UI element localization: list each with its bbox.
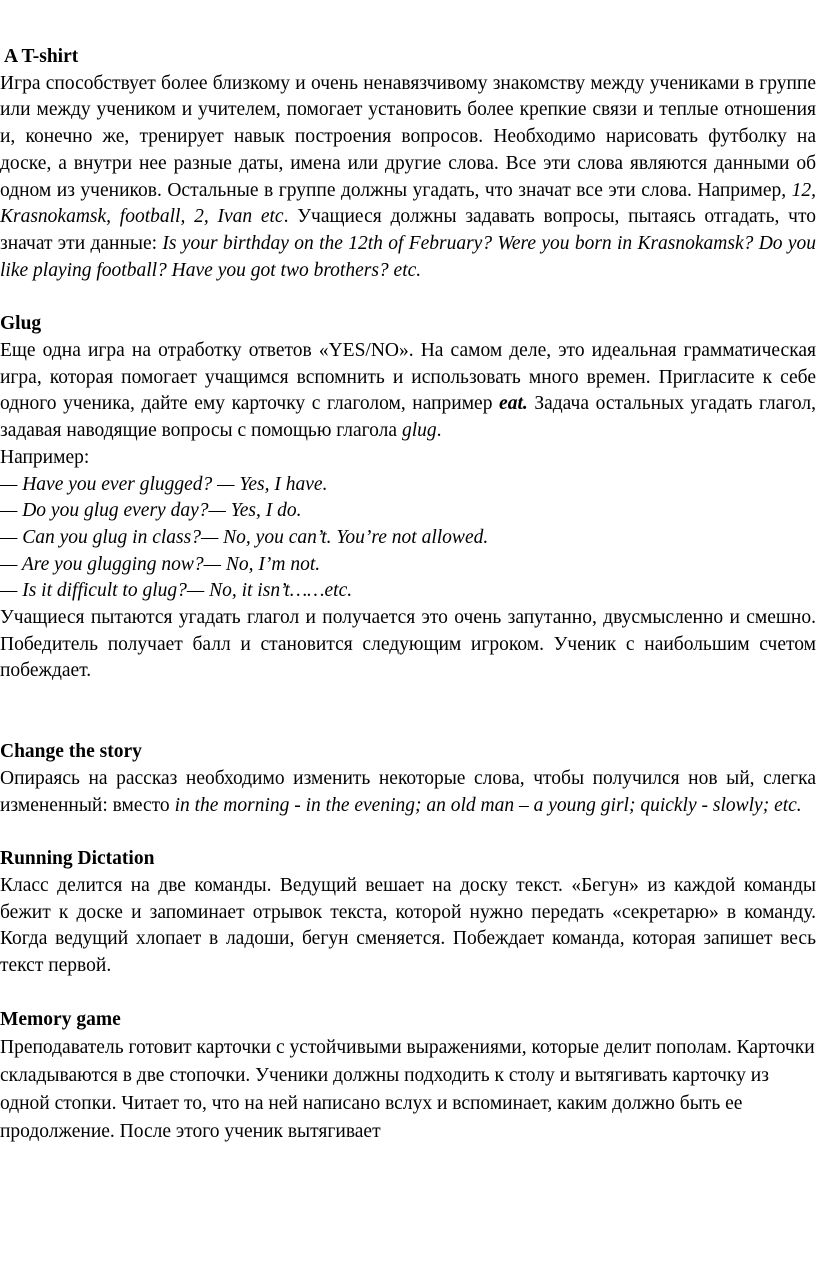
- section-title-running-dictation: Running Dictation: [0, 848, 155, 870]
- glug-verb: eat.: [499, 393, 528, 415]
- change-story-example: in the morning - in the evening; an old man – a young girl; quickly - slowly; etc.: [174, 794, 802, 816]
- glug-example-line: — Is it difficult to glug?— No, it isn’t……etc.: [0, 580, 353, 602]
- glug-example-label: Например:: [0, 446, 90, 468]
- glug-text-1: Еще одна игра на отработку ответов «YES/NO». На самом деле, это идеальная грамматическая игра, которая помогает учащимся вспомнить и использовать много времен. Пригласите к себе одного ученика, дайте ему карточку с глаголом, например: [0, 340, 816, 415]
- glug-example-line: — Do you glug every day?— Yes, I do.: [0, 500, 302, 522]
- glug-conclusion: Учащиеся пытаются угадать глагол и получается это очень запутанно, двусмысленно и смешно. Победитель получает балл и становится следующим игроком. Ученик с наибольшим счетом побеждает.: [0, 607, 816, 682]
- section-running-dictation: [0, 846, 816, 980]
- section-title-memory-game: Memory game: [0, 1008, 121, 1030]
- document-page: [0, 44, 816, 1146]
- running-dictation-paragraph: Класс делится на две команды. Ведущий вешает на доску текст. «Бегун» из каждой команды бежит к доске и запоминает отрывок текста, которой нужно передать «секретарю» в команду. Когда ведущий хлопает в ладоши, бегун сменяется. Побеждает команда, которая запишет весь текст первой.: [0, 874, 816, 977]
- glug-text-2: Задача остальных угадать глагол, задавая наводящие вопросы с помощью глагола: [0, 393, 816, 442]
- section-glug: [0, 311, 816, 685]
- section-title-glug: Glug: [0, 313, 42, 335]
- section-title-tshirt: A T-shirt: [4, 46, 79, 67]
- tshirt-text-1: Игра способствует более близкому и очень ненавязчивому знакомству между учениками в группе или между учеником и учителем, помогает установить более крепкие связи и теплые отношения и, конечно же, тренирует навык построения вопросов. Необходимо нарисовать футболку на доске, а внутри нее разные даты, имена или другие слова. Все эти слова являются данными об одном из учеников. Остальные в группе должны угадать, что значат все эти слова. Например,: [0, 72, 816, 201]
- section-memory-game: [0, 1007, 816, 1146]
- memory-game-paragraph: Преподаватель готовит карточки с устойчивыми выражениями, которые делит пополам. Карточки складываются в две стопочки. Ученики должны подходить к столу и вытягивать карточку из одной стопки. Читает то, что на ней написано вслух и вспоминает, каким должно быть ее продолжение. После этого ученик вытягивает: [0, 1036, 815, 1142]
- section-tshirt: [0, 44, 816, 284]
- glug-word: glug: [401, 420, 437, 442]
- section-title-change-story: Change the story: [0, 741, 142, 763]
- tshirt-example-questions: Is your birthday on the 12th of February? Were you born in Krasnokamsk? Do you like playing football? Have you got two brothers? etc.: [0, 232, 816, 281]
- glug-example-line: — Can you glug in class?— No, you can’t. You’re not allowed.: [0, 526, 489, 548]
- change-story-text: Опираясь на рассказ необходимо изменить некоторые слова, чтобы получился нов ый, слегка измененный: вместо: [0, 767, 816, 816]
- glug-example-line: — Have you ever glugged? — Yes, I have.: [0, 473, 328, 495]
- tshirt-example-words: 12, Krasnokamsk, football, 2, Ivan etc: [0, 179, 816, 228]
- section-change-story: [0, 739, 816, 819]
- tshirt-paragraph: [0, 71, 816, 285]
- change-story-paragraph: [0, 766, 816, 819]
- glug-text-3: .: [436, 420, 442, 442]
- tshirt-text-2: . Учащиеся должны задавать вопросы, пытаясь отгадать, что значат эти данные:: [0, 206, 816, 254]
- glug-example-line: — Are you glugging now?— No, I’m not.: [0, 553, 321, 575]
- glug-paragraph: [0, 338, 816, 445]
